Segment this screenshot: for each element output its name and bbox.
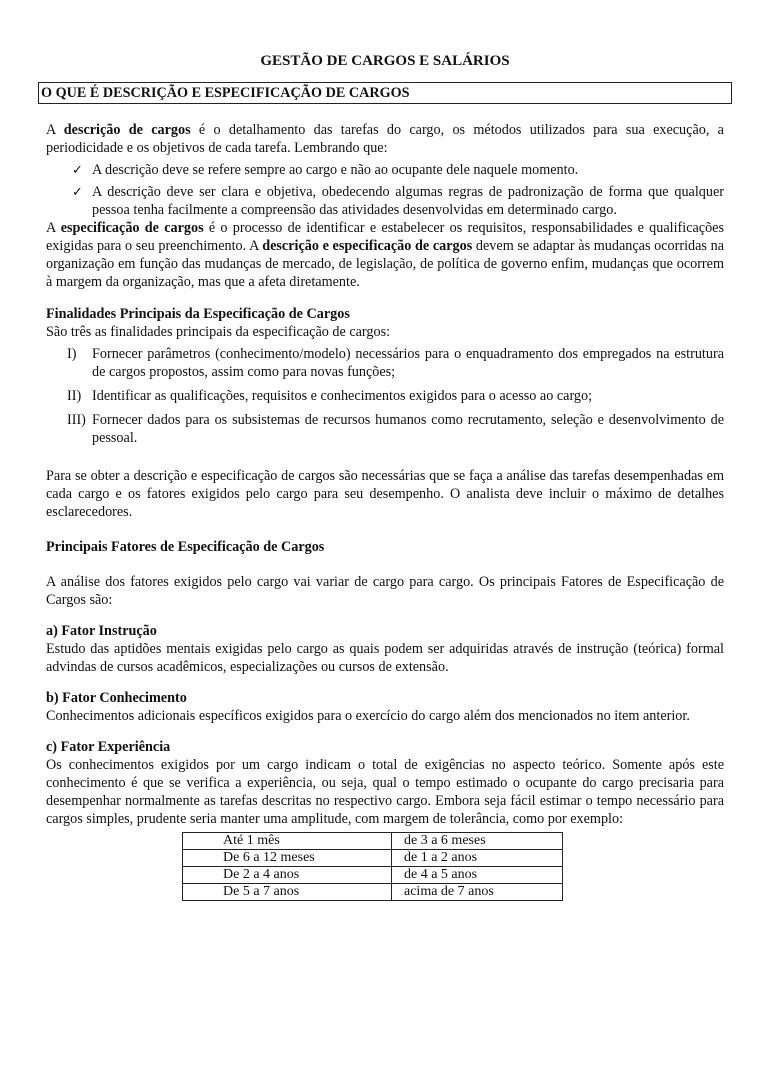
text-run: é o detalhamento das tarefas do cargo, os métodos utilizados para sua execução, a periodicidade e os objetivos de cada tarefa. Lembrando que: (46, 122, 724, 156)
fator-experiencia-text: Os conhecimentos exigidos por um cargo indicam o total de exigências no aspecto teórico. Somente após este conhecimento é que se verifica a experiência, ou seja, qual o tempo estimado o ocupante do cargo precisaria para desempenhar normalmente as tarefas descritas no respectivo cargo. Embora seja fácil estimar o tempo necessário para cargos simples, prudente seria manter uma amplitude, com margem de tolerância, como por exemplo: (46, 757, 724, 827)
fator-instrucao-text: Estudo das aptidões mentais exigidas pelo cargo as quais podem ser adquiridas através de instrução (teórica) formal advindas de cursos acadêmicos, especializações ou cursos de extensão. (46, 641, 724, 675)
table-row (183, 833, 563, 850)
heading-fatores: Principais Fatores de Especificação de Cargos (46, 539, 325, 555)
page-title: GESTÃO DE CARGOS E SALÁRIOS (260, 53, 510, 69)
table-cell: De 2 a 4 anos (183, 867, 392, 884)
list-item-text: A descrição deve se refere sempre ao cargo e não ao ocupante dele naquele momento. (92, 162, 579, 178)
list-item (46, 183, 724, 219)
table-cell: acima de 7 anos (392, 884, 563, 901)
table-cell: De 6 a 12 meses (183, 850, 392, 867)
list-number: III) (67, 412, 86, 428)
table-cell: Até 1 mês (183, 833, 392, 850)
heading-fator-conhecimento: b) Fator Conhecimento (46, 690, 187, 706)
text-run: é o processo de identificar e estabelecer os requisitos, responsabilidades e qualificações exigidas para o seu preenchimento. A (46, 220, 724, 254)
text-run: A (46, 122, 64, 138)
checkmark-icon: ✓ (72, 162, 83, 177)
table-row (183, 867, 563, 884)
heading-fator-instrucao: a) Fator Instrução (46, 623, 157, 639)
table-row (183, 850, 563, 867)
list-item-text: Fornecer parâmetros (conhecimento/modelo) necessários para o enquadramento dos empregados na estrutura de cargos propostos, assim como para novas funções; (92, 346, 724, 380)
list-item-text: A descrição deve ser clara e objetiva, obedecendo algumas regras de padronização de forma que qualquer pessoa tenha facilmente a compreensão das atividades desenvolvidas em determinado cargo. (92, 184, 724, 218)
list-item (46, 411, 724, 447)
section-header-box: O QUE É DESCRIÇÃO E ESPECIFICAÇÃO DE CARGOS (38, 82, 732, 104)
term-descricao-especificacao: descrição e especificação de cargos (262, 238, 473, 254)
finalidades-list (46, 345, 724, 447)
list-number: II) (67, 388, 82, 404)
paragraph-descricao (46, 121, 724, 157)
list-item-text: Fornecer dados para os subsistemas de recursos humanos como recrutamento, seleção e desenvolvimento de pessoal. (92, 412, 724, 446)
paragraph-especificacao (46, 219, 724, 291)
heading-finalidades: Finalidades Principais da Especificação de Cargos (46, 306, 350, 322)
text-run: devem se adaptar às mudanças ocorridas na organização em função das mudanças de mercado, de legislação, de política de governo enfim, mudanças que ocorrem à margem da organização, mas que a afeta diretamente. (46, 238, 724, 290)
table-cell: de 3 a 6 meses (392, 833, 563, 850)
table-row (183, 884, 563, 901)
table-cell: De 5 a 7 anos (183, 884, 392, 901)
document-page (41, 0, 724, 901)
text-run: A (46, 220, 61, 236)
term-descricao: descrição de cargos (63, 122, 191, 138)
table-cell: de 4 a 5 anos (392, 867, 563, 884)
experience-table (182, 832, 563, 901)
table-cell: de 1 a 2 anos (392, 850, 563, 867)
fator-conhecimento-text: Conhecimentos adicionais específicos exigidos para o exercício do cargo além dos mencionados no item anterior. (46, 708, 690, 724)
list-item (46, 345, 724, 381)
heading-fator-experiencia: c) Fator Experiência (46, 739, 171, 755)
list-item (46, 161, 724, 179)
check-list (46, 161, 724, 219)
checkmark-icon: ✓ (72, 184, 83, 199)
list-item-text: Identificar as qualificações, requisitos e conhecimentos exigidos para o acesso ao cargo; (92, 388, 593, 404)
list-number: I) (67, 346, 77, 362)
list-item (46, 387, 724, 405)
fatores-lead: A análise dos fatores exigidos pelo cargo vai variar de cargo para cargo. Os principais Fatores de Especificação de Cargos são: (46, 574, 724, 608)
term-especificacao: especificação de cargos (60, 220, 204, 236)
finalidades-lead: São três as finalidades principais da especificação de cargos: (46, 324, 391, 340)
paragraph-analise: Para se obter a descrição e especificação de cargos são necessárias que se faça a análise das tarefas desempenhadas em cada cargo e os fatores exigidos pelo cargo para seu desempenho. O analista deve incluir o máximo de detalhes esclarecedores. (46, 468, 724, 520)
